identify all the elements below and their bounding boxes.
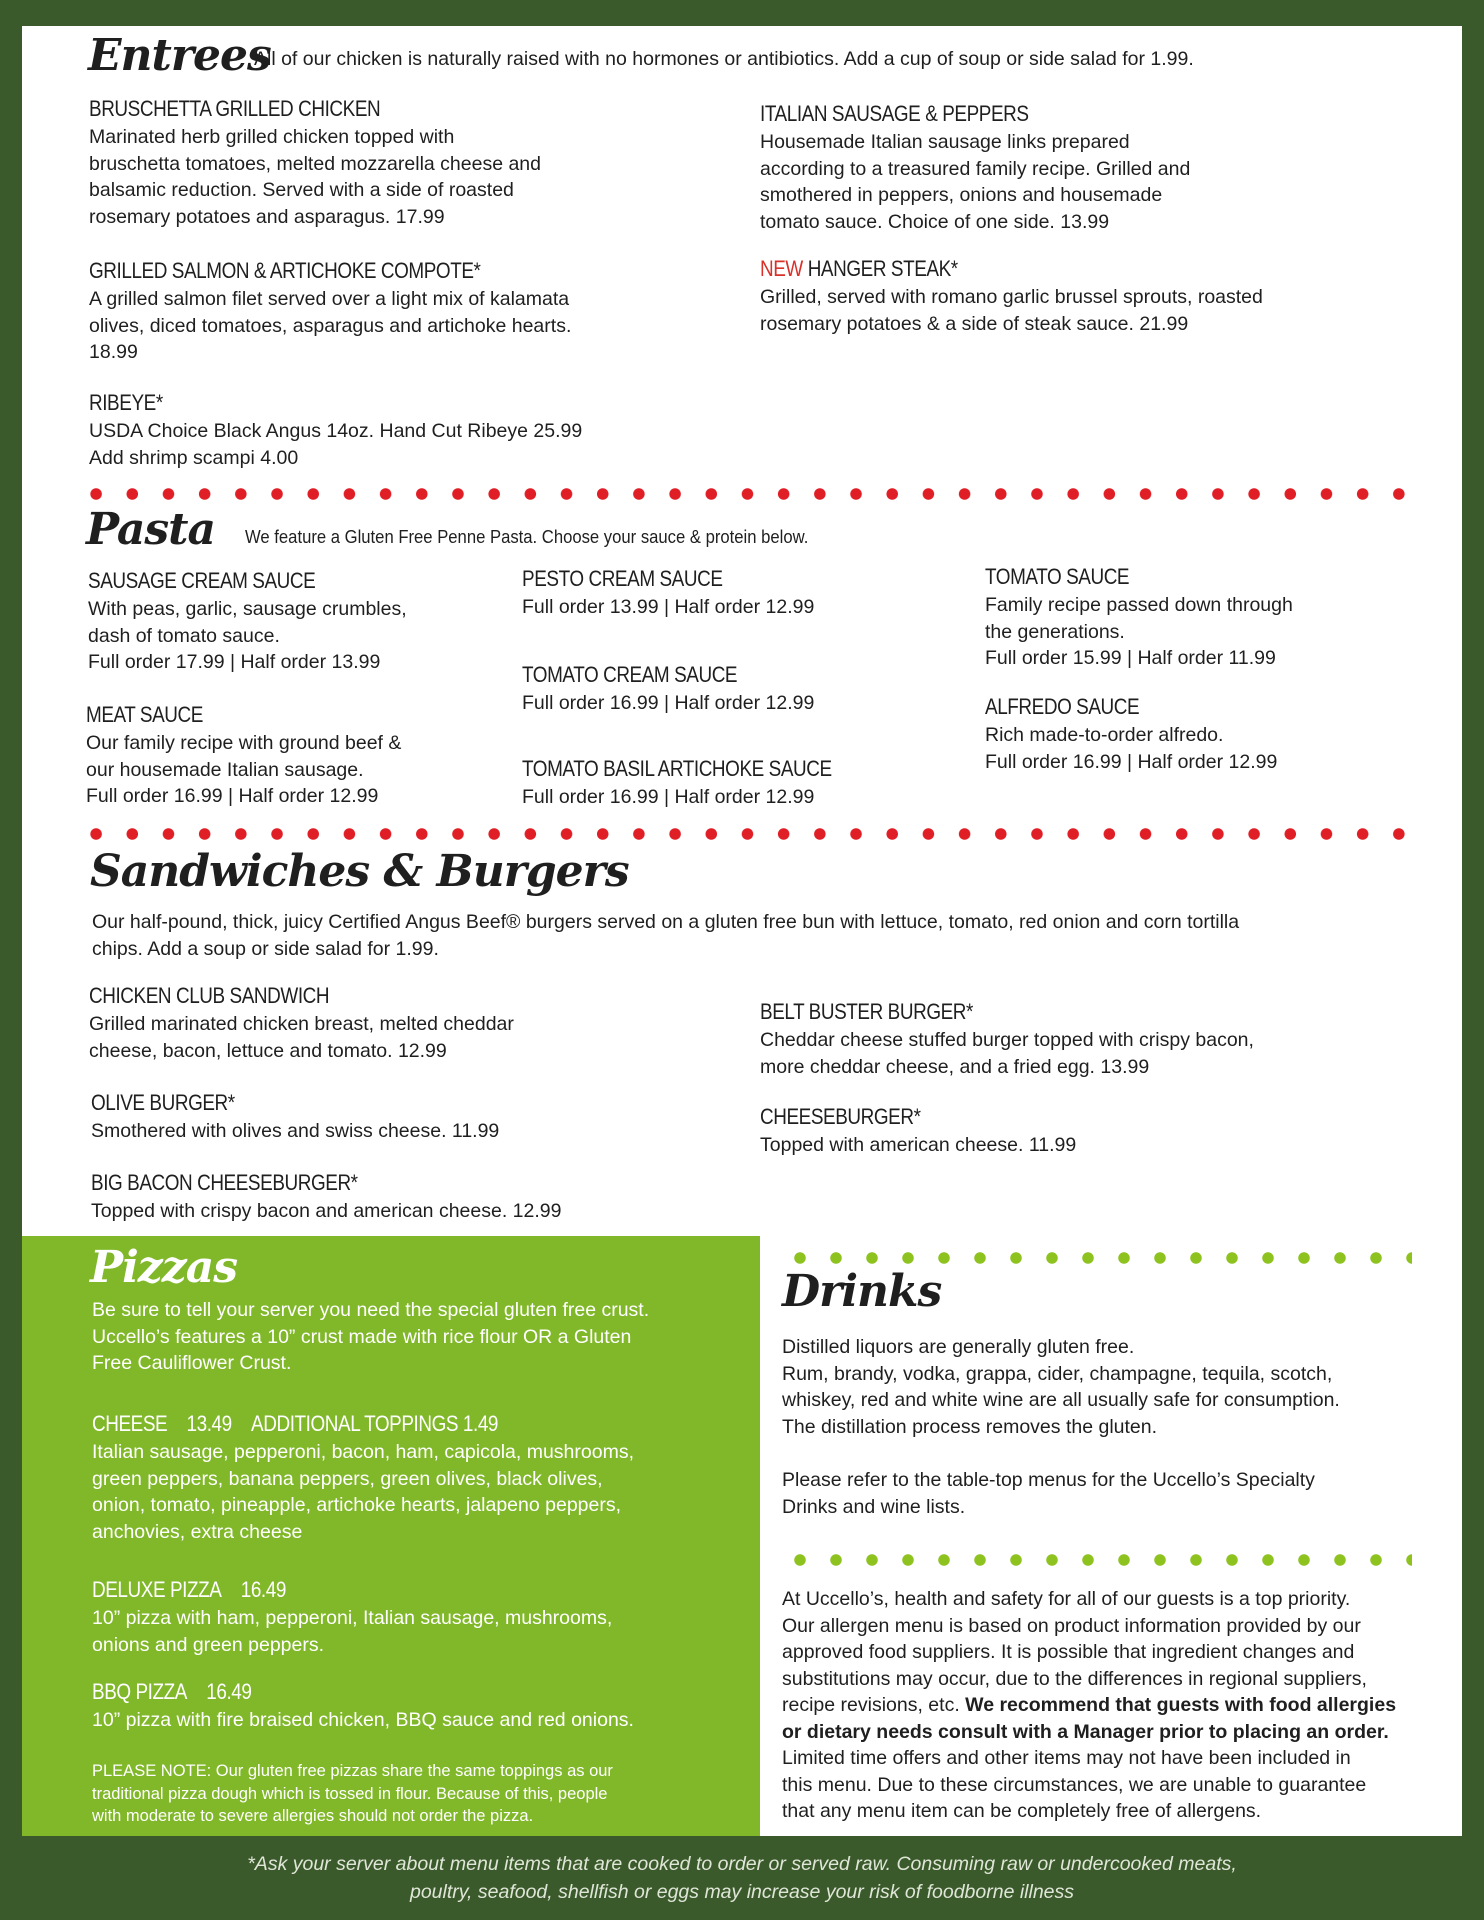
entree-ribeye [89,390,709,471]
entree-grilled-salmon [89,258,709,366]
item-description: Smothered with olives and swiss cheese. 11.99 [91,1120,500,1142]
item-description: Our family recipe with ground beef & our housemade Italian sausage. Full order 16.99 | Half order 12.99 [86,732,402,807]
item-title: MEAT SAUCE [86,702,203,727]
item-title: BRUSCHETTA GRILLED CHICKEN [89,96,381,121]
item-description: Full order 13.99 | Half order 12.99 [522,596,815,618]
pizzas-heading: Pizzas [90,1242,238,1293]
item-description: Grilled, served with romano garlic brussel sprouts, roasted rosemary potatoes & a side of steak sauce. 21.99 [760,286,1263,335]
pizza-deluxe [92,1577,752,1658]
item-price: 16.49 [240,1577,286,1602]
sandwich-belt-buster-burger [760,999,1420,1080]
item-title: CHEESE 13.49 ADDITIONAL TOPPINGS 1.49 [92,1411,499,1436]
item-title: BIG BACON CHEESEBURGER* [91,1170,358,1195]
item-title: GRILLED SALMON & ARTICHOKE COMPOTE* [89,258,481,283]
drinks-divider-dots [782,1252,1412,1264]
drinks-specialty-note: Please refer to the table-top menus for the Uccello’s Specialty Drinks and wine lists. [782,1469,1315,1518]
item-description: Rich made-to-order alfredo. Full order 16.99 | Half order 12.99 [985,724,1278,773]
item-price: 13.49 [186,1411,232,1436]
pizza-allergy-note: PLEASE NOTE: Our gluten free pizzas share the same toppings as our traditional pizza dough which is tossed in flour. Because of this, people with moderate to severe allergies should not order the pizza. [92,1762,613,1825]
sandwich-chicken-club [89,983,709,1064]
pasta-tomato-basil-artichoke-sauce [522,756,942,811]
item-description: A grilled salmon filet served over a light mix of kalamata olives, diced tomatoes, asparagus and artichoke hearts. 18.99 [89,288,572,363]
item-price: 16.49 [206,1679,252,1704]
item-description: Grilled marinated chicken breast, melted cheddar cheese, bacon, lettuce and tomato. 12.99 [89,1013,514,1062]
item-description: Full order 16.99 | Half order 12.99 [522,786,815,808]
pasta-tomato-sauce [985,564,1405,672]
item-title: BBQ PIZZA 16.49 [92,1679,252,1704]
pasta-pesto-cream-sauce [522,566,942,621]
entree-italian-sausage-peppers [760,101,1400,235]
allergen-statement: At Uccello’s, health and safety for all of our guests is a top priority. Our allergen menu is based on product information provided by our approved food suppliers. It is possible that ingredient changes and substitutions may occur, due to the differences in regional suppliers, recipe revisions, etc. We recommend that guests with food allergies or dietary needs consult with a Manager prior to placing an order. Limited time offers and other items may not have been included in this menu. Due to these circumstances, we are unable to guarantee that any menu item can be completely free of allergens. [782,1588,1397,1822]
item-title: RIBEYE* [89,390,163,415]
section-divider-dots [78,828,1408,840]
new-badge: NEW [760,256,803,281]
item-title: TOMATO BASIL ARTICHOKE SAUCE [522,756,832,781]
item-title: ITALIAN SAUSAGE & PEPPERS [760,101,1029,126]
pasta-tomato-cream-sauce [522,662,942,717]
item-description: Topped with american cheese. 11.99 [760,1134,1077,1156]
allergen-divider-dots [782,1554,1412,1566]
toppings-title: ADDITIONAL TOPPINGS 1.49 [251,1411,499,1436]
item-title: TOMATO SAUCE [985,564,1130,589]
raw-food-disclaimer: *Ask your server about menu items that are cooked to order or served raw. Consuming raw or undercooked meats, poultry, seafood, shellfish or eggs may increase your risk of foodborne illness [247,1853,1237,1903]
item-title: SAUSAGE CREAM SAUCE [88,568,316,593]
section-divider-dots [78,488,1408,500]
item-description: Italian sausage, pepperoni, bacon, ham, capicola, mushrooms, green peppers, banana peppers, green olives, black olives, onion, tomato, pineapple, artichoke hearts, jalapeno peppers, anchovies, extra cheese [92,1441,634,1543]
item-description: Family recipe passed down through the generations. Full order 15.99 | Half order 11.99 [985,594,1293,669]
item-description: Topped with crispy bacon and american cheese. 12.99 [91,1200,562,1222]
entree-bruschetta-chicken [89,96,709,230]
sandwich-big-bacon-cheeseburger [91,1170,711,1225]
sandwich-cheeseburger [760,1104,1420,1159]
item-title: CHICKEN CLUB SANDWICH [89,983,330,1008]
item-title: BELT BUSTER BURGER* [760,999,973,1024]
item-title: NEW HANGER STEAK* [760,256,958,281]
item-description: 10” pizza with ham, pepperoni, Italian sausage, mushrooms, onions and green peppers. [92,1607,613,1656]
entrees-heading: Entrees [88,30,271,81]
item-title: DELUXE PIZZA 16.49 [92,1577,286,1602]
item-description: 10” pizza with fire braised chicken, BBQ sauce and red onions. [92,1709,634,1731]
item-description: Marinated herb grilled chicken topped with bruschetta tomatoes, melted mozzarella cheese and balsamic reduction. Served with a side of roasted rosemary potatoes and asparagus. 17.99 [89,126,541,228]
item-title: OLIVE BURGER* [91,1090,235,1115]
pizza-cheese [92,1411,752,1545]
pasta-sausage-cream-sauce [88,568,488,676]
item-description: With peas, garlic, sausage crumbles, dash of tomato sauce. Full order 17.99 | Half order 13.99 [88,598,407,673]
entree-hanger-steak [760,256,1440,337]
item-description: Cheddar cheese stuffed burger topped with crispy bacon, more cheddar cheese, and a fried egg. 13.99 [760,1029,1254,1078]
pizza-bbq [92,1679,772,1734]
entrees-intro: All of our chicken is naturally raised with no hormones or antibiotics. Add a cup of soup or side salad for 1.99. [254,48,1194,70]
pasta-heading: Pasta [86,504,216,555]
pasta-alfredo-sauce [985,694,1405,775]
item-description: Full order 16.99 | Half order 12.99 [522,692,815,714]
pizzas-intro: Be sure to tell your server you need the special gluten free crust. Uccello’s features a 10” crust made with rice flour OR a Gluten Free Cauliflower Crust. [92,1299,650,1374]
item-description: Housemade Italian sausage links prepared according to a treasured family recipe. Grilled and smothered in peppers, onions and housemade tomato sauce. Choice of one side. 13.99 [760,131,1191,233]
item-title: PESTO CREAM SAUCE [522,566,723,591]
pasta-intro: We feature a Gluten Free Penne Pasta. Choose your sauce & protein below. [245,526,809,547]
sandwich-olive-burger [91,1090,711,1145]
drinks-info: Distilled liquors are generally gluten free. Rum, brandy, vodka, grappa, cider, champagne, tequila, scotch, whiskey, red and white wine are all usually safe for consumption. The distillation process removes the gluten. [782,1336,1340,1438]
item-title: CHEESEBURGER* [760,1104,921,1129]
sandwiches-intro: Our half-pound, thick, juicy Certified Angus Beef® burgers served on a gluten free bun with lettuce, tomato, red onion and corn tortilla chips. Add a soup or side salad for 1.99. [92,911,1240,960]
pasta-meat-sauce [86,702,486,810]
sandwiches-heading: Sandwiches & Burgers [90,846,629,897]
item-title: TOMATO CREAM SAUCE [522,662,738,687]
item-description: USDA Choice Black Angus 14oz. Hand Cut Ribeye 25.99 Add shrimp scampi 4.00 [89,420,583,469]
drinks-heading: Drinks [782,1266,942,1317]
item-title: ALFREDO SAUCE [985,694,1140,719]
